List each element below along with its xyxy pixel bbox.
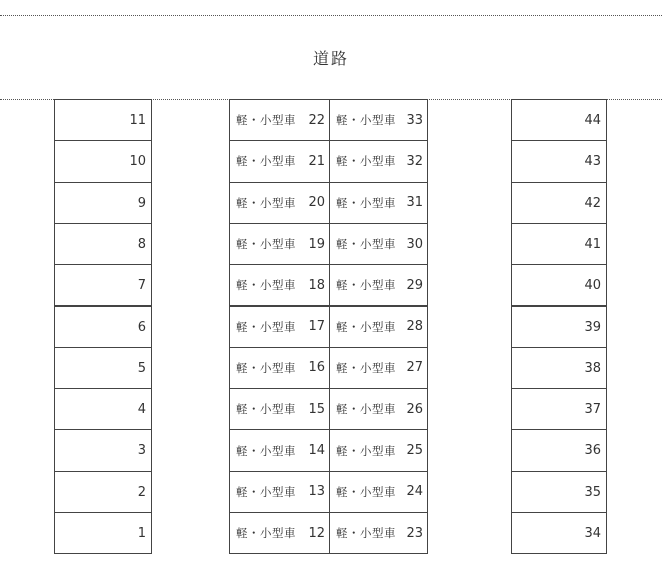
parking-space-right <box>511 223 607 265</box>
parking-space-left <box>54 99 152 141</box>
vehicle-type-label: 軽・小型車 <box>336 526 396 541</box>
vehicle-type-label: 軽・小型車 <box>236 402 296 417</box>
space-number: 31 <box>406 195 423 211</box>
parking-space-right <box>511 264 607 306</box>
vehicle-type-label: 軽・小型車 <box>336 319 396 334</box>
vehicle-type-label: 軽・小型車 <box>336 402 396 417</box>
space-number: 21 <box>308 153 325 169</box>
parking-space-small-car <box>329 264 428 306</box>
space-number: 4 <box>137 402 146 418</box>
space-number: 25 <box>406 443 423 459</box>
space-number: 33 <box>406 112 423 128</box>
space-number: 2 <box>137 484 146 500</box>
parking-space-small-car <box>329 512 428 554</box>
parking-space-small-car <box>229 429 330 471</box>
space-number: 15 <box>308 401 325 417</box>
vehicle-type-label: 軽・小型車 <box>236 443 296 458</box>
space-number: 32 <box>406 153 423 169</box>
parking-space-right <box>511 140 607 182</box>
vehicle-type-label: 軽・小型車 <box>236 360 296 375</box>
parking-space-left <box>54 347 152 389</box>
parking-space-small-car <box>229 99 330 141</box>
parking-space-small-car <box>229 388 330 430</box>
parking-space-small-car <box>329 388 428 430</box>
vehicle-type-label: 軽・小型車 <box>236 154 296 169</box>
parking-space-left <box>54 512 152 554</box>
space-number: 28 <box>406 319 423 335</box>
space-number: 41 <box>584 236 601 252</box>
space-number: 36 <box>584 443 601 459</box>
parking-space-small-car <box>329 182 428 224</box>
space-number: 16 <box>308 360 325 376</box>
road-label: 道路 <box>312 49 349 68</box>
space-number: 5 <box>137 360 146 376</box>
space-number: 9 <box>137 195 146 211</box>
parking-space-small-car <box>329 429 428 471</box>
space-number: 26 <box>406 401 423 417</box>
space-number: 23 <box>406 525 423 541</box>
parking-space-small-car <box>229 182 330 224</box>
parking-space-small-car <box>229 223 330 265</box>
parking-space-small-car <box>329 223 428 265</box>
space-number: 37 <box>584 402 601 418</box>
parking-space-left <box>54 471 152 513</box>
parking-space-left <box>54 223 152 265</box>
space-number: 22 <box>308 112 325 128</box>
vehicle-type-label: 軽・小型車 <box>336 360 396 375</box>
parking-space-small-car <box>229 264 330 306</box>
space-number: 14 <box>308 443 325 459</box>
space-number: 13 <box>308 484 325 500</box>
parking-space-small-car <box>329 347 428 389</box>
parking-space-right <box>511 512 607 554</box>
parking-space-left <box>54 429 152 471</box>
space-number: 11 <box>129 113 146 128</box>
space-number: 44 <box>584 113 601 128</box>
vehicle-type-label: 軽・小型車 <box>336 195 396 210</box>
parking-space-left <box>54 306 152 348</box>
vehicle-type-label: 軽・小型車 <box>336 113 396 128</box>
space-number: 20 <box>308 195 325 211</box>
parking-space-right <box>511 347 607 389</box>
vehicle-type-label: 軽・小型車 <box>236 526 296 541</box>
space-number: 19 <box>308 236 325 252</box>
parking-space-small-car <box>329 99 428 141</box>
space-number: 24 <box>406 484 423 500</box>
space-number: 42 <box>584 195 601 211</box>
parking-space-small-car <box>229 306 330 348</box>
space-number: 18 <box>308 277 325 293</box>
space-number: 29 <box>406 277 423 293</box>
space-number: 7 <box>137 278 146 294</box>
parking-space-right <box>511 306 607 348</box>
space-number: 30 <box>406 236 423 252</box>
parking-space-right <box>511 388 607 430</box>
vehicle-type-label: 軽・小型車 <box>236 237 296 252</box>
parking-space-small-car <box>329 306 428 348</box>
parking-space-small-car <box>229 512 330 554</box>
vehicle-type-label: 軽・小型車 <box>336 278 396 293</box>
parking-space-right <box>511 429 607 471</box>
space-number: 12 <box>308 525 325 541</box>
parking-space-small-car <box>329 471 428 513</box>
road-top-line <box>0 15 662 16</box>
vehicle-type-label: 軽・小型車 <box>336 237 396 252</box>
space-number: 34 <box>584 526 601 541</box>
space-number: 43 <box>584 154 601 170</box>
parking-space-right <box>511 99 607 141</box>
vehicle-type-label: 軽・小型車 <box>336 154 396 169</box>
space-number: 3 <box>137 443 146 459</box>
parking-space-small-car <box>329 140 428 182</box>
space-number: 6 <box>137 319 146 335</box>
parking-space-left <box>54 264 152 306</box>
space-number: 39 <box>584 319 601 335</box>
space-number: 8 <box>137 236 146 252</box>
parking-space-small-car <box>229 347 330 389</box>
parking-space-small-car <box>229 471 330 513</box>
parking-space-left <box>54 182 152 224</box>
parking-space-right <box>511 182 607 224</box>
space-number: 35 <box>584 484 601 500</box>
vehicle-type-label: 軽・小型車 <box>236 278 296 293</box>
space-number: 10 <box>129 154 146 170</box>
space-number: 38 <box>584 360 601 376</box>
space-number: 40 <box>584 278 601 294</box>
vehicle-type-label: 軽・小型車 <box>236 319 296 334</box>
parking-space-left <box>54 388 152 430</box>
vehicle-type-label: 軽・小型車 <box>336 484 396 499</box>
vehicle-type-label: 軽・小型車 <box>236 484 296 499</box>
parking-space-small-car <box>229 140 330 182</box>
parking-space-right <box>511 471 607 513</box>
vehicle-type-label: 軽・小型車 <box>236 113 296 128</box>
parking-space-left <box>54 140 152 182</box>
space-number: 1 <box>137 526 146 541</box>
space-number: 17 <box>308 319 325 335</box>
space-number: 27 <box>406 360 423 376</box>
vehicle-type-label: 軽・小型車 <box>336 443 396 458</box>
vehicle-type-label: 軽・小型車 <box>236 195 296 210</box>
